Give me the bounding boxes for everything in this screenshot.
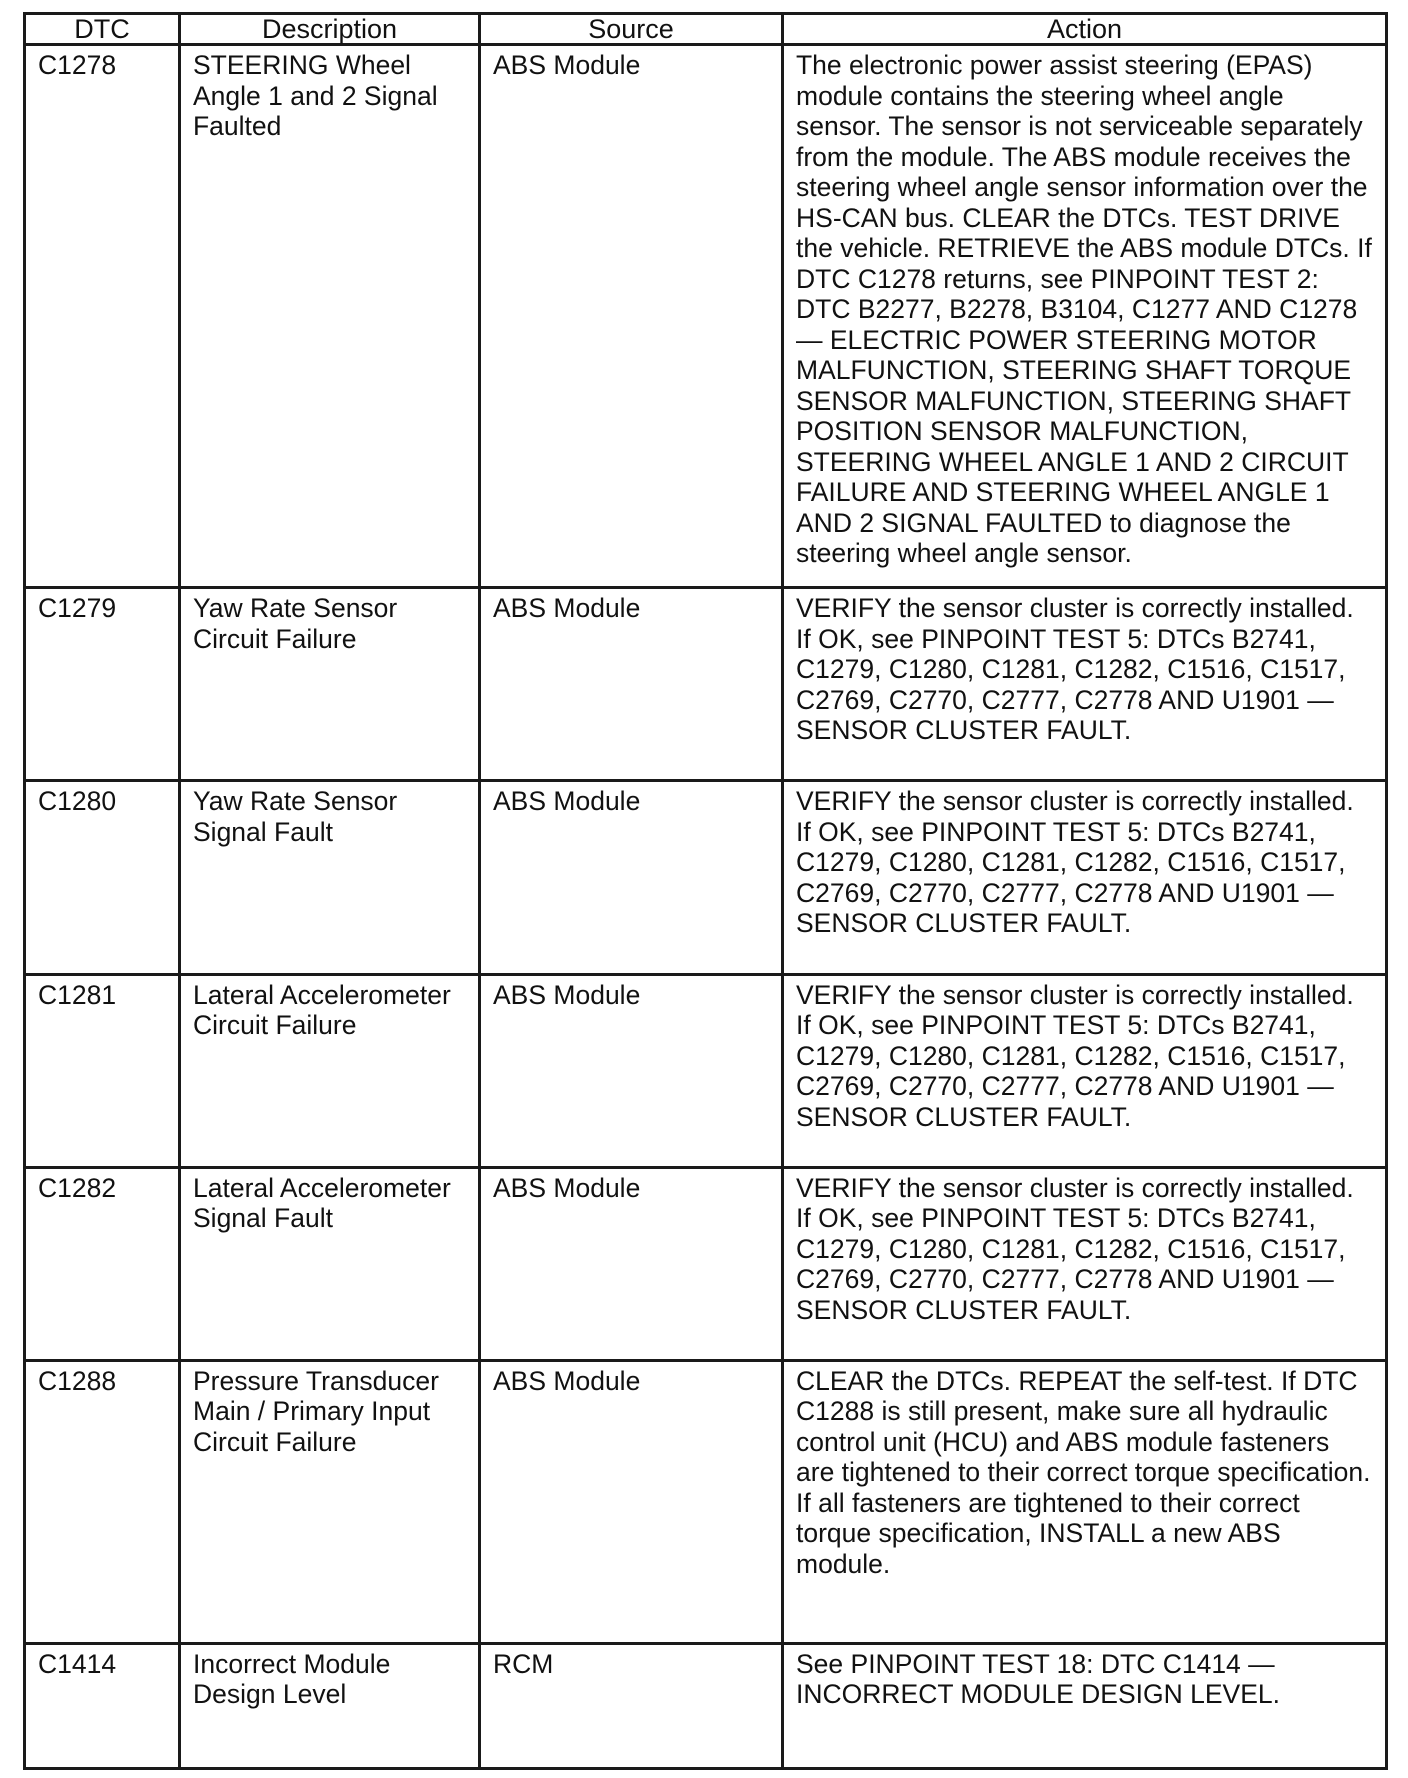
dtc-description: Yaw Rate Sensor Circuit Failure: [180, 588, 480, 781]
dtc-code: C1288: [25, 1360, 180, 1643]
table-row: [25, 974, 1387, 1167]
dtc-source: RCM: [480, 1643, 783, 1768]
dtc-code: C1414: [25, 1643, 180, 1768]
table-row: [25, 781, 1387, 974]
table-row: [25, 1360, 1387, 1643]
dtc-source: ABS Module: [480, 588, 783, 781]
header-source: Source: [480, 14, 783, 45]
table-row: [25, 45, 1387, 588]
header-action: Action: [783, 14, 1387, 45]
dtc-action: See PINPOINT TEST 18: DTC C1414 — INCORRECT MODULE DESIGN LEVEL.: [783, 1643, 1387, 1768]
dtc-source: ABS Module: [480, 974, 783, 1167]
header-dtc: DTC: [25, 14, 180, 45]
dtc-code: C1278: [25, 45, 180, 588]
dtc-description: Lateral Accelerometer Circuit Failure: [180, 974, 480, 1167]
dtc-code: C1282: [25, 1167, 180, 1360]
dtc-action: VERIFY the sensor cluster is correctly installed. If OK, see PINPOINT TEST 5: DTCs B2741, C1279, C1280, C1281, C1282, C1516, C1517, C2769, C2770, C2777, C2778 AND U1901 — SENSOR CLUSTER FAULT.: [783, 1167, 1387, 1360]
dtc-code: C1280: [25, 781, 180, 974]
table-row: [25, 1167, 1387, 1360]
dtc-source: ABS Module: [480, 45, 783, 588]
table-row: [25, 588, 1387, 781]
dtc-table: [23, 12, 1388, 1770]
dtc-description: Incorrect Module Design Level: [180, 1643, 480, 1768]
dtc-description: Pressure Transducer Main / Primary Input Circuit Failure: [180, 1360, 480, 1643]
dtc-action: The electronic power assist steering (EPAS) module contains the steering wheel angle sensor. The sensor is not serviceable separately from the module. The ABS module receives the steering wheel angle sensor information over the HS-CAN bus. CLEAR the DTCs. TEST DRIVE the vehicle. RETRIEVE the ABS module DTCs. If DTC C1278 returns, see PINPOINT TEST 2: DTC B2277, B2278, B3104, C1277 AND C1278 — ELECTRIC POWER STEERING MOTOR MALFUNCTION, STEERING SHAFT TORQUE SENSOR MALFUNCTION, STEERING SHAFT POSITION SENSOR MALFUNCTION, STEERING WHEEL ANGLE 1 AND 2 CIRCUIT FAILURE AND STEERING WHEEL ANGLE 1 AND 2 SIGNAL FAULTED to diagnose the steering wheel angle sensor.: [783, 45, 1387, 588]
header-description: Description: [180, 14, 480, 45]
dtc-action: VERIFY the sensor cluster is correctly installed. If OK, see PINPOINT TEST 5: DTCs B2741, C1279, C1280, C1281, C1282, C1516, C1517, C2769, C2770, C2777, C2778 AND U1901 — SENSOR CLUSTER FAULT.: [783, 974, 1387, 1167]
dtc-source: ABS Module: [480, 1360, 783, 1643]
dtc-action: VERIFY the sensor cluster is correctly installed. If OK, see PINPOINT TEST 5: DTCs B2741, C1279, C1280, C1281, C1282, C1516, C1517, C2769, C2770, C2777, C2778 AND U1901 — SENSOR CLUSTER FAULT.: [783, 588, 1387, 781]
dtc-code: C1279: [25, 588, 180, 781]
table-row: [25, 1643, 1387, 1768]
dtc-action: CLEAR the DTCs. REPEAT the self-test. If DTC C1288 is still present, make sure all hydraulic control unit (HCU) and ABS module fasteners are tightened to their correct torque specification. If all fasteners are tightened to their correct torque specification, INSTALL a new ABS module.: [783, 1360, 1387, 1643]
dtc-source: ABS Module: [480, 781, 783, 974]
dtc-description: Yaw Rate Sensor Signal Fault: [180, 781, 480, 974]
dtc-action: VERIFY the sensor cluster is correctly installed. If OK, see PINPOINT TEST 5: DTCs B2741, C1279, C1280, C1281, C1282, C1516, C1517, C2769, C2770, C2777, C2778 AND U1901 — SENSOR CLUSTER FAULT.: [783, 781, 1387, 974]
header-row: [25, 14, 1387, 45]
dtc-code: C1281: [25, 974, 180, 1167]
dtc-description: Lateral Accelerometer Signal Fault: [180, 1167, 480, 1360]
dtc-source: ABS Module: [480, 1167, 783, 1360]
dtc-description: STEERING Wheel Angle 1 and 2 Signal Faulted: [180, 45, 480, 588]
